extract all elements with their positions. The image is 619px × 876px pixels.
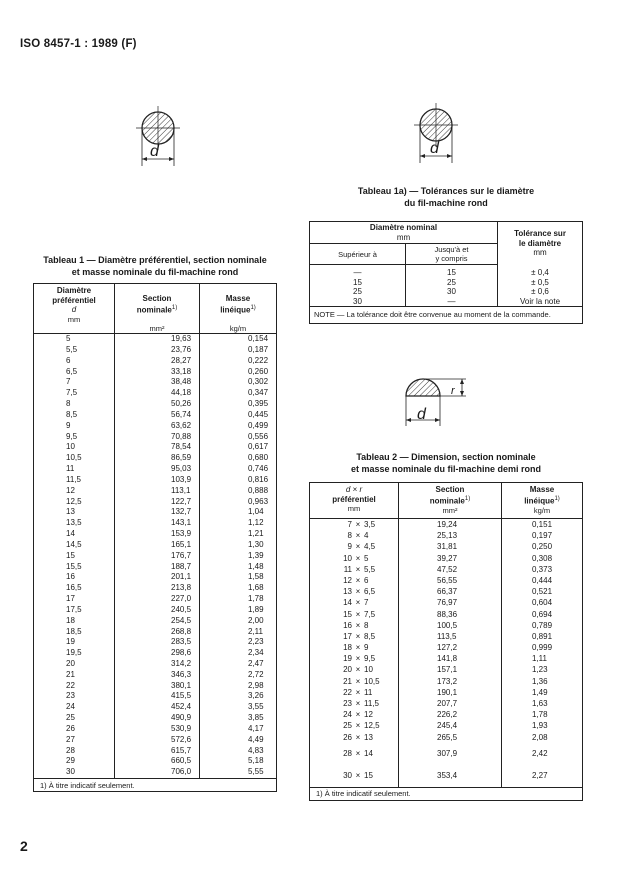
table1a-header-tolerance: Tolérance sur le diamètre mm: [514, 229, 566, 257]
section-cell: 88,36: [399, 609, 502, 620]
table1a-header-jusqua: Jusqu'à et y compris: [406, 244, 498, 265]
section-cell: 56,55: [399, 575, 502, 586]
diameter-cell: 7: [34, 377, 115, 388]
superieur-cell: 25: [310, 287, 406, 297]
masse-cell: 0,197: [532, 531, 553, 541]
masse-cell: 0,260: [248, 366, 269, 376]
table2-caption-line2: et masse nominale du fil-machine demi rond: [350, 463, 542, 474]
diameter-cell: 9,5: [34, 432, 115, 443]
dimension-cell: 18 × 9: [310, 642, 399, 653]
table-row: [34, 583, 277, 594]
diameter-cell: 22: [34, 681, 115, 692]
section-cell: 227,0: [115, 594, 200, 605]
tolerance-cell: Voir la note: [519, 296, 561, 306]
section-cell: 490,9: [115, 713, 200, 724]
jusqua-cell: —: [406, 297, 498, 307]
section-cell: 254,5: [115, 616, 200, 627]
table-row: [34, 540, 277, 551]
masse-cell: 0,816: [248, 474, 269, 484]
table-row: [34, 681, 277, 692]
masse-cell: 0,891: [532, 631, 553, 641]
diameter-cell: 25: [34, 713, 115, 724]
table-row: [310, 541, 583, 552]
section-cell: 47,52: [399, 564, 502, 575]
masse-cell: 0,521: [532, 587, 553, 597]
table-row: [310, 564, 583, 575]
section-cell: 346,3: [115, 670, 200, 681]
diameter-cell: 11: [34, 464, 115, 475]
diameter-cell: 17,5: [34, 605, 115, 616]
table-row: [34, 572, 277, 583]
masse-cell: 1,30: [248, 539, 264, 549]
masse-cell: 0,499: [248, 420, 269, 430]
section-cell: 19,63: [115, 334, 200, 345]
diameter-cell: 19: [34, 637, 115, 648]
table-row: [34, 399, 277, 410]
masse-cell: 1,04: [248, 507, 264, 517]
section-cell: 63,62: [115, 421, 200, 432]
dimension-cell: 15 × 7,5: [310, 609, 399, 620]
masse-cell: 1,36: [532, 676, 548, 686]
section-cell: 76,97: [399, 597, 502, 608]
masse-cell: 5,18: [248, 756, 264, 766]
table-row: [34, 518, 277, 529]
table-row: [34, 345, 277, 356]
dimension-cell: 9 × 4,5: [310, 541, 399, 552]
masse-cell: 0,302: [248, 377, 269, 387]
section-cell: 95,03: [115, 464, 200, 475]
masse-cell: 2,23: [248, 637, 264, 647]
section-cell: 153,9: [115, 529, 200, 540]
section-cell: 50,26: [115, 399, 200, 410]
table1-col-section: Section nominale$^{1)}$ mm²: [115, 284, 200, 334]
table-row: [310, 687, 583, 698]
superieur-cell: —: [310, 265, 406, 278]
table-row: [34, 410, 277, 421]
masse-cell: 0,308: [532, 553, 553, 563]
table-row: [34, 756, 277, 767]
table1a-caption-line1: Tableau 1a) — Tolérances sur le diamètre: [357, 186, 535, 196]
masse-cell: 0,444: [532, 575, 553, 585]
diameter-cell: 15: [34, 551, 115, 562]
dimension-cell: 13 × 6,5: [310, 586, 399, 597]
diameter-cell: 6,5: [34, 367, 115, 378]
section-cell: 190,1: [399, 687, 502, 698]
diameter-cell: 5: [34, 334, 115, 345]
diameter-cell: 18: [34, 616, 115, 627]
table1-caption-line1: Tableau 1 — Diamètre préférentiel, section nominale: [43, 255, 267, 265]
masse-cell: 2,11: [248, 626, 263, 636]
table-row: [310, 575, 583, 586]
diameter-cell: 7,5: [34, 388, 115, 399]
dimension-cell: 10 × 5: [310, 553, 399, 564]
masse-cell: 1,89: [248, 604, 264, 614]
section-cell: 113,5: [399, 631, 502, 642]
masse-cell: 1,48: [248, 561, 264, 571]
table2: [309, 482, 583, 801]
jusqua-cell: 25: [406, 278, 498, 288]
tolerance-cell: ± 0,4: [531, 267, 549, 277]
diameter-cell: 13: [34, 507, 115, 518]
masse-cell: 0,445: [248, 409, 269, 419]
section-cell: 452,4: [115, 702, 200, 713]
figure-left-label: d: [150, 143, 159, 160]
superieur-cell: 15: [310, 278, 406, 288]
diameter-cell: 6: [34, 356, 115, 367]
table1-col-masse: Masse linéique$^{1)}$ kg/m: [200, 284, 277, 334]
masse-cell: 0,604: [532, 598, 553, 608]
table1a-header-mm: mm: [310, 233, 498, 244]
table-row: [310, 709, 583, 720]
diameter-cell: 21: [34, 670, 115, 681]
table-row: [34, 702, 277, 713]
masse-cell: 0,250: [532, 542, 553, 552]
masse-cell: 0,888: [248, 485, 269, 495]
table-row: [34, 453, 277, 464]
masse-cell: 4,49: [248, 734, 264, 744]
masse-cell: 4,17: [248, 723, 264, 733]
diameter-cell: 28: [34, 746, 115, 757]
masse-cell: 1,63: [532, 699, 548, 708]
section-cell: 113,1: [115, 486, 200, 497]
section-cell: 70,88: [115, 432, 200, 443]
section-cell: 201,1: [115, 572, 200, 583]
masse-cell: 4,83: [248, 745, 264, 755]
masse-cell: 0,999: [532, 643, 553, 653]
diameter-cell: 10: [34, 442, 115, 453]
masse-cell: 0,187: [248, 344, 269, 354]
section-cell: 660,5: [115, 756, 200, 767]
jusqua-cell: 15: [406, 265, 498, 278]
masse-cell: 1,11: [532, 654, 547, 664]
diameter-cell: 12: [34, 486, 115, 497]
table-row: [34, 529, 277, 540]
masse-cell: 0,746: [248, 464, 269, 474]
table-row: [34, 388, 277, 399]
masse-cell: 1,78: [532, 710, 548, 720]
section-cell: 56,74: [115, 410, 200, 421]
masse-cell: 0,694: [532, 609, 553, 619]
section-cell: 265,5: [399, 732, 502, 743]
dimension-cell: 14 × 7: [310, 597, 399, 608]
table-row: [34, 670, 277, 681]
table-row: [34, 486, 277, 497]
table1-footnote: 1) À titre indicatif seulement.: [34, 779, 277, 792]
section-cell: 173,2: [399, 676, 502, 687]
table-row: 28 × 14 307,9 2,42: [310, 743, 583, 765]
table-row: [310, 620, 583, 631]
section-cell: 415,5: [115, 691, 200, 702]
section-cell: 132,7: [115, 507, 200, 518]
section-cell: 100,5: [399, 620, 502, 631]
diameter-cell: 15,5: [34, 562, 115, 573]
section-cell: 213,8: [115, 583, 200, 594]
table-row: [34, 356, 277, 367]
section-cell: 615,7: [115, 746, 200, 757]
masse-cell: 1,78: [248, 594, 264, 604]
section-cell: 66,37: [399, 586, 502, 597]
table-row: [310, 586, 583, 597]
section-cell: 165,1: [115, 540, 200, 551]
table1a-note: NOTE — La tolérance doit être convenue au moment de la commande.: [310, 307, 583, 324]
section-cell: 44,18: [115, 388, 200, 399]
section-cell: 380,1: [115, 681, 200, 692]
section-cell: 298,6: [115, 648, 200, 659]
table-row: [34, 377, 277, 388]
table-row: [34, 497, 277, 508]
dimension-cell: 16 × 8: [310, 620, 399, 631]
table-row: [34, 627, 277, 638]
masse-cell: 0,789: [532, 620, 553, 630]
masse-cell: 5,55: [248, 767, 264, 777]
masse-cell: 0,963: [248, 496, 269, 506]
table-row: [34, 648, 277, 659]
dimension-cell: 22 × 11: [310, 687, 399, 698]
dimension-cell: 17 × 8,5: [310, 631, 399, 642]
table1-col-diameter: Diamètre préférentiel d mm: [34, 284, 115, 334]
section-cell: 38,48: [115, 377, 200, 388]
table2-footnote: 1) À titre indicatif seulement.: [310, 787, 583, 800]
document-header: ISO 8457-1 : 1989 (F): [20, 38, 137, 50]
table-row: [34, 551, 277, 562]
masse-cell: 0,556: [248, 431, 269, 441]
diameter-cell: 16,5: [34, 583, 115, 594]
masse-cell: 1,58: [248, 572, 264, 582]
figure-right-label: d: [430, 140, 439, 157]
dimension-cell: 25 × 12,5: [310, 720, 399, 731]
table1a-header-superieur: Supérieur à: [310, 244, 406, 265]
tolerance-cell: ± 0,6: [531, 287, 549, 297]
diameter-cell: 19,5: [34, 648, 115, 659]
diameter-cell: 10,5: [34, 453, 115, 464]
table-row: [310, 609, 583, 620]
dimension-cell: 23 × 11,5: [310, 698, 399, 709]
diameter-cell: 23: [34, 691, 115, 702]
section-cell: 572,6: [115, 735, 200, 746]
section-cell: 19,24: [399, 519, 502, 531]
dimension-cell: 7 × 3,5: [310, 519, 399, 531]
table2-caption-line1: Tableau 2 — Dimension, section nominale: [356, 452, 536, 462]
table-row: [310, 720, 583, 731]
table-row: [34, 605, 277, 616]
masse-cell: 3,55: [248, 702, 264, 712]
table-row: [310, 698, 583, 709]
table-row: [34, 724, 277, 735]
table-row: [310, 287, 583, 297]
table-row: [310, 653, 583, 664]
section-cell: 78,54: [115, 442, 200, 453]
table-row: [310, 265, 583, 278]
dimension-cell: 8 × 4: [310, 530, 399, 541]
masse-cell: 3,26: [248, 691, 264, 701]
diameter-cell: 9: [34, 421, 115, 432]
table-row: [34, 442, 277, 453]
table1a-caption: [309, 186, 583, 209]
section-cell: 86,59: [115, 453, 200, 464]
table-row: [310, 278, 583, 288]
section-cell: 25,13: [399, 530, 502, 541]
table-row: [310, 642, 583, 653]
table1a-header-diameter: Diamètre nominal: [310, 222, 498, 234]
section-cell: 127,2: [399, 642, 502, 653]
section-cell: 33,18: [115, 367, 200, 378]
table-row: [34, 746, 277, 757]
masse-cell: 1,21: [248, 529, 264, 539]
table1a-caption-line2: du fil-machine rond: [404, 197, 488, 208]
tolerance-cell: ± 0,5: [531, 277, 549, 287]
section-cell: 103,9: [115, 475, 200, 486]
section-cell: 176,7: [115, 551, 200, 562]
table-row: 30 × 15 353,4 2,27: [310, 765, 583, 788]
masse-cell: 1,23: [532, 665, 548, 675]
dimension-cell: 21 × 10,5: [310, 676, 399, 687]
diameter-cell: 8,5: [34, 410, 115, 421]
table-row: [310, 297, 583, 307]
table2-col-section: Section nominale$^{1)}$ mm²: [399, 483, 502, 519]
table-row: [34, 475, 277, 486]
masse-cell: 1,49: [532, 687, 548, 697]
diameter-cell: 30: [34, 767, 115, 778]
masse-cell: 0,680: [248, 453, 269, 463]
section-cell: 207,7: [399, 698, 502, 709]
table-row: [310, 519, 583, 531]
diameter-cell: 17: [34, 594, 115, 605]
dimension-cell: 24 × 12: [310, 709, 399, 720]
table-row: [34, 464, 277, 475]
diameter-cell: 12,5: [34, 497, 115, 508]
section-cell: 283,5: [115, 637, 200, 648]
table-row: [34, 594, 277, 605]
table-row: [310, 553, 583, 564]
masse-cell: 0,617: [248, 442, 269, 452]
table1: [33, 283, 277, 792]
figure-half-round-label-r: r: [451, 385, 455, 397]
superieur-cell: 30: [310, 297, 406, 307]
masse-cell: 1,12: [248, 518, 264, 528]
masse-cell: 0,395: [248, 399, 269, 409]
section-cell: 245,4: [399, 720, 502, 731]
page-number: 2: [20, 838, 28, 854]
section-cell: 706,0: [115, 767, 200, 778]
dimension-cell: 12 × 6: [310, 575, 399, 586]
table-row: [34, 421, 277, 432]
diameter-cell: 29: [34, 756, 115, 767]
section-cell: 122,7: [115, 497, 200, 508]
section-cell: 268,8: [115, 627, 200, 638]
table2-col-dimension: d × r préférentiel mm: [310, 483, 399, 519]
table-row: [310, 597, 583, 608]
diameter-cell: 8: [34, 399, 115, 410]
half-round-wire-figure: [392, 378, 472, 432]
dimension-cell: 26 × 13: [310, 732, 399, 743]
dimension-cell: 11 × 5,5: [310, 564, 399, 575]
masse-cell: 2,34: [248, 648, 264, 658]
masse-cell: 2,00: [248, 615, 264, 625]
table-row: [34, 659, 277, 670]
diameter-cell: 27: [34, 735, 115, 746]
section-cell: 143,1: [115, 518, 200, 529]
masse-cell: 0,222: [248, 355, 269, 365]
table2-caption: [309, 452, 583, 475]
section-cell: 240,5: [115, 605, 200, 616]
diameter-cell: 14: [34, 529, 115, 540]
diameter-cell: 14,5: [34, 540, 115, 551]
diameter-cell: 11,5: [34, 475, 115, 486]
diameter-cell: 18,5: [34, 627, 115, 638]
figure-half-round-label-d: d: [417, 406, 426, 423]
masse-cell: 2,72: [248, 669, 264, 679]
section-cell: 141,8: [399, 653, 502, 664]
table-row: [34, 691, 277, 702]
table-row: [310, 732, 583, 743]
section-cell: 188,7: [115, 562, 200, 573]
dimension-cell: 19 × 9,5: [310, 653, 399, 664]
masse-cell: 0,347: [248, 388, 269, 398]
table1-caption-line2: et masse nominale du fil-machine rond: [71, 266, 239, 277]
dimension-cell: 20 × 10: [310, 664, 399, 675]
diameter-cell: 20: [34, 659, 115, 670]
masse-cell: 0,154: [248, 334, 269, 344]
table-row: [34, 713, 277, 724]
masse-cell: 0,373: [532, 564, 553, 574]
masse-cell: 1,68: [248, 583, 264, 593]
section-cell: 314,2: [115, 659, 200, 670]
jusqua-cell: 30: [406, 287, 498, 297]
table-row: [34, 767, 277, 778]
diameter-cell: 16: [34, 572, 115, 583]
table1a: [309, 221, 583, 324]
diameter-cell: 13,5: [34, 518, 115, 529]
section-cell: 39,27: [399, 553, 502, 564]
table-row: [310, 631, 583, 642]
section-cell: 28,27: [115, 356, 200, 367]
table1-caption: [33, 255, 277, 278]
masse-cell: 3,85: [248, 713, 264, 723]
table-row: [34, 507, 277, 518]
section-cell: 23,76: [115, 345, 200, 356]
diameter-cell: 5,5: [34, 345, 115, 356]
table-row: [34, 735, 277, 746]
section-cell: 530,9: [115, 724, 200, 735]
section-cell: 31,81: [399, 541, 502, 552]
masse-cell: 2,08: [532, 732, 548, 742]
masse-cell: 2,47: [248, 659, 264, 668]
table-row: [310, 530, 583, 541]
diameter-cell: 24: [34, 702, 115, 713]
table-row: [34, 367, 277, 378]
table-row: [34, 562, 277, 573]
masse-cell: 1,39: [248, 550, 264, 560]
masse-cell: 2,98: [248, 680, 264, 690]
masse-cell: 1,93: [532, 721, 548, 731]
table-row: [34, 616, 277, 627]
masse-cell: 0,151: [532, 520, 553, 529]
diameter-cell: 26: [34, 724, 115, 735]
table-row: [310, 664, 583, 675]
section-cell: 157,1: [399, 664, 502, 675]
table-row: [310, 676, 583, 687]
table-row: [34, 637, 277, 648]
table2-col-masse: Masse linéique$^{1)}$ kg/m: [502, 483, 583, 519]
table-row: [34, 334, 277, 345]
section-cell: 226,2: [399, 709, 502, 720]
table-row: [34, 432, 277, 443]
